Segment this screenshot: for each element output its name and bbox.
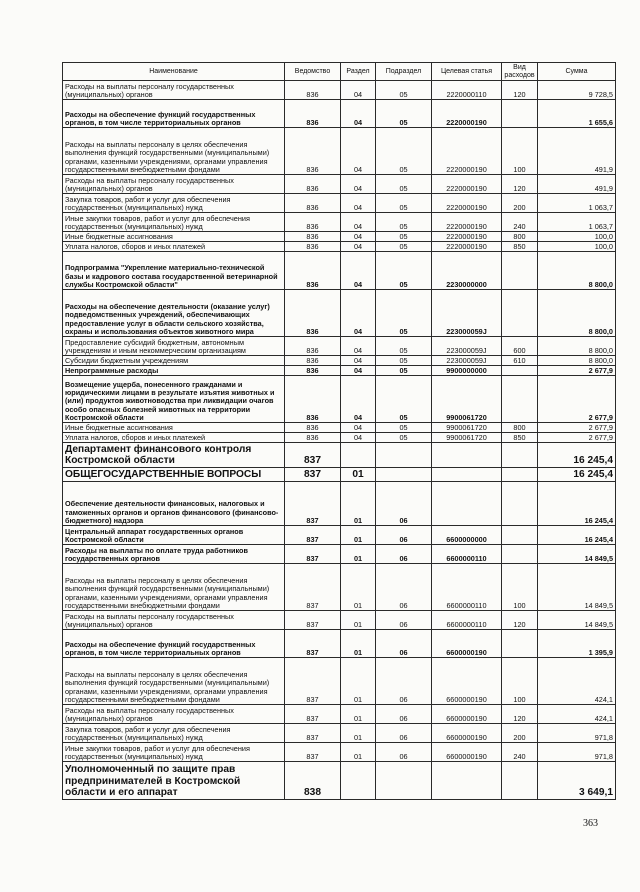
table-row [63, 290, 616, 337]
table-row [63, 611, 616, 630]
cell-vid: 240 [502, 743, 538, 762]
cell-statya: 223000059J [432, 290, 502, 337]
cell-name: Закупка товаров, работ и услуг для обеспечения государственных (муниципальных) нужд [63, 724, 285, 743]
cell-podrazdel: 06 [376, 724, 432, 743]
table-row [63, 658, 616, 705]
cell-statya: 2220000190 [432, 100, 502, 128]
cell-razdel: 04 [341, 290, 376, 337]
cell-name: Предоставление субсидий бюджетным, автономным учреждениям и иным некоммерческим организациям [63, 337, 285, 356]
cell-statya: 2220000190 [432, 128, 502, 175]
cell-vid: 100 [502, 564, 538, 611]
cell-vedomstvo: 836 [285, 242, 341, 252]
cell-vedomstvo: 836 [285, 128, 341, 175]
cell-vid: 120 [502, 705, 538, 724]
table-row [63, 526, 616, 545]
cell-vedomstvo: 837 [285, 611, 341, 630]
table-row [63, 468, 616, 482]
cell-statya: 6600000190 [432, 658, 502, 705]
cell-name: Возмещение ущерба, понесенного гражданами и юридическими лицами в результате изъятия животных и (или) продуктов животноводства при ликвидации очагов особо опасных болезней животных на территории Костромской области [63, 376, 285, 423]
table-row [63, 356, 616, 366]
cell-vid: 240 [502, 213, 538, 232]
cell-vedomstvo: 836 [285, 175, 341, 194]
cell-razdel: 04 [341, 423, 376, 433]
table-row [63, 545, 616, 564]
cell-razdel: 04 [341, 175, 376, 194]
table-header-row [63, 63, 616, 81]
cell-vedomstvo: 836 [285, 290, 341, 337]
cell-summa: 2 677,9 [538, 366, 616, 376]
cell-podrazdel: 05 [376, 337, 432, 356]
cell-name: Расходы на обеспечение функций государственных органов, в том числе территориальных органов [63, 100, 285, 128]
cell-statya: 6600000110 [432, 564, 502, 611]
cell-vedomstvo: 836 [285, 100, 341, 128]
table-row [63, 724, 616, 743]
cell-vid [502, 482, 538, 526]
cell-vid [502, 366, 538, 376]
cell-summa: 100,0 [538, 242, 616, 252]
table-row [63, 743, 616, 762]
cell-podrazdel: 05 [376, 252, 432, 290]
cell-statya: 6600000110 [432, 611, 502, 630]
cell-name: Расходы на выплаты персоналу государственных (муниципальных) органов [63, 81, 285, 100]
cell-razdel: 01 [341, 743, 376, 762]
cell-razdel: 01 [341, 705, 376, 724]
cell-vedomstvo: 837 [285, 658, 341, 705]
cell-vid: 120 [502, 81, 538, 100]
table-body [63, 81, 616, 800]
cell-summa: 100,0 [538, 232, 616, 242]
cell-vedomstvo: 837 [285, 468, 341, 482]
cell-vid [502, 468, 538, 482]
cell-podrazdel: 05 [376, 81, 432, 100]
cell-vid [502, 290, 538, 337]
cell-podrazdel: 05 [376, 175, 432, 194]
table-row [63, 175, 616, 194]
cell-name: Департамент финансового контроля Костромской области [63, 443, 285, 468]
cell-podrazdel: 06 [376, 482, 432, 526]
cell-podrazdel: 06 [376, 526, 432, 545]
cell-podrazdel: 06 [376, 630, 432, 658]
cell-vid: 800 [502, 232, 538, 242]
cell-podrazdel: 06 [376, 658, 432, 705]
cell-statya: 6600000190 [432, 724, 502, 743]
col-header-name: Наименование [63, 63, 285, 81]
cell-summa: 424,1 [538, 705, 616, 724]
cell-vid: 120 [502, 611, 538, 630]
cell-vedomstvo: 837 [285, 705, 341, 724]
col-header-razdel: Раздел [341, 63, 376, 81]
cell-name: Обеспечение деятельности финансовых, налоговых и таможенных органов и органов финансового (финансово-бюджетного) надзора [63, 482, 285, 526]
cell-podrazdel: 06 [376, 743, 432, 762]
cell-name: Иные бюджетные ассигнования [63, 232, 285, 242]
cell-statya: 2220000190 [432, 175, 502, 194]
cell-vid: 200 [502, 194, 538, 213]
cell-statya: 2220000190 [432, 242, 502, 252]
cell-podrazdel: 05 [376, 290, 432, 337]
cell-podrazdel: 05 [376, 356, 432, 366]
cell-name: Расходы на выплаты персоналу в целях обеспечения выполнения функций государственными (муниципальными) органами, казенными учреждениями, органами управления государственными внебюджетными фондами [63, 658, 285, 705]
table-row [63, 81, 616, 100]
cell-vid: 200 [502, 724, 538, 743]
cell-summa: 1 063,7 [538, 213, 616, 232]
cell-vedomstvo: 837 [285, 443, 341, 468]
cell-statya: 9900000000 [432, 366, 502, 376]
table-row [63, 366, 616, 376]
col-header-vid: Вид расходов [502, 63, 538, 81]
cell-razdel: 04 [341, 100, 376, 128]
cell-razdel: 04 [341, 213, 376, 232]
table-row [63, 443, 616, 468]
cell-podrazdel: 05 [376, 194, 432, 213]
cell-statya: 223000059J [432, 337, 502, 356]
cell-razdel: 04 [341, 128, 376, 175]
cell-vid: 100 [502, 128, 538, 175]
cell-podrazdel: 05 [376, 242, 432, 252]
cell-vedomstvo: 836 [285, 194, 341, 213]
cell-vid: 800 [502, 423, 538, 433]
cell-podrazdel [376, 468, 432, 482]
cell-summa: 14 849,5 [538, 545, 616, 564]
cell-vid [502, 443, 538, 468]
cell-vid [502, 526, 538, 545]
cell-vid [502, 100, 538, 128]
cell-name: Иные закупки товаров, работ и услуг для обеспечения государственных (муниципальных) нужд [63, 743, 285, 762]
cell-vid [502, 630, 538, 658]
cell-razdel: 01 [341, 526, 376, 545]
cell-statya: 6600000190 [432, 743, 502, 762]
cell-razdel: 01 [341, 630, 376, 658]
cell-name: Иные закупки товаров, работ и услуг для обеспечения государственных (муниципальных) нужд [63, 213, 285, 232]
cell-summa: 971,8 [538, 724, 616, 743]
cell-vedomstvo: 836 [285, 423, 341, 433]
cell-vedomstvo: 837 [285, 545, 341, 564]
cell-statya [432, 468, 502, 482]
cell-vid: 100 [502, 658, 538, 705]
cell-podrazdel: 05 [376, 213, 432, 232]
cell-vedomstvo: 836 [285, 81, 341, 100]
cell-razdel: 01 [341, 564, 376, 611]
cell-statya: 6600000110 [432, 545, 502, 564]
cell-statya: 2220000190 [432, 232, 502, 242]
cell-summa: 2 677,9 [538, 433, 616, 443]
cell-summa: 8 800,0 [538, 290, 616, 337]
cell-vid [502, 376, 538, 423]
cell-statya [432, 482, 502, 526]
cell-statya: 9900061720 [432, 423, 502, 433]
table-row [63, 252, 616, 290]
cell-razdel: 04 [341, 433, 376, 443]
table-row [63, 482, 616, 526]
cell-name: Закупка товаров, работ и услуг для обеспечения государственных (муниципальных) нужд [63, 194, 285, 213]
table-row [63, 705, 616, 724]
cell-summa: 16 245,4 [538, 468, 616, 482]
cell-name: Расходы на выплаты персоналу государственных (муниципальных) органов [63, 175, 285, 194]
cell-vid: 850 [502, 433, 538, 443]
cell-summa: 3 649,1 [538, 762, 616, 800]
cell-vedomstvo: 838 [285, 762, 341, 800]
table-row [63, 242, 616, 252]
cell-podrazdel [376, 443, 432, 468]
cell-summa: 8 800,0 [538, 252, 616, 290]
cell-vedomstvo: 836 [285, 337, 341, 356]
cell-statya: 2230000000 [432, 252, 502, 290]
cell-vid: 600 [502, 337, 538, 356]
cell-vid: 850 [502, 242, 538, 252]
budget-table [62, 62, 616, 800]
cell-vid [502, 252, 538, 290]
table-row [63, 433, 616, 443]
cell-razdel: 04 [341, 81, 376, 100]
cell-summa: 491,9 [538, 128, 616, 175]
cell-razdel [341, 762, 376, 800]
table-row [63, 194, 616, 213]
cell-summa: 14 849,5 [538, 611, 616, 630]
cell-vid: 610 [502, 356, 538, 366]
cell-vedomstvo: 836 [285, 213, 341, 232]
cell-podrazdel: 06 [376, 611, 432, 630]
cell-vedomstvo: 837 [285, 482, 341, 526]
cell-vedomstvo: 836 [285, 433, 341, 443]
col-header-vedomstvo: Ведомство [285, 63, 341, 81]
cell-razdel: 04 [341, 252, 376, 290]
cell-statya: 2220000190 [432, 213, 502, 232]
cell-summa: 1 395,9 [538, 630, 616, 658]
cell-podrazdel: 06 [376, 564, 432, 611]
col-header-podrazdel: Подраздел [376, 63, 432, 81]
table-row [63, 376, 616, 423]
cell-name: Расходы на выплаты персоналу государственных (муниципальных) органов [63, 611, 285, 630]
cell-razdel: 04 [341, 376, 376, 423]
cell-summa: 2 677,9 [538, 423, 616, 433]
cell-vedomstvo: 837 [285, 564, 341, 611]
table-row [63, 337, 616, 356]
cell-podrazdel: 05 [376, 128, 432, 175]
cell-podrazdel [376, 762, 432, 800]
cell-summa: 1 655,6 [538, 100, 616, 128]
cell-razdel: 01 [341, 545, 376, 564]
cell-statya [432, 762, 502, 800]
cell-vedomstvo: 836 [285, 252, 341, 290]
cell-statya: 2220000110 [432, 81, 502, 100]
cell-name: Расходы на обеспечение деятельности (оказание услуг) подведомственных учреждений, обеспечивающих предоставление услуг в области сельского хозяйства, охраны и использования объектов животного мира [63, 290, 285, 337]
cell-podrazdel: 05 [376, 423, 432, 433]
cell-razdel: 04 [341, 194, 376, 213]
cell-statya: 9900061720 [432, 376, 502, 423]
cell-vedomstvo: 837 [285, 526, 341, 545]
cell-summa: 16 245,4 [538, 482, 616, 526]
table-row [63, 762, 616, 800]
page-number: 363 [583, 818, 598, 829]
cell-statya: 223000059J [432, 356, 502, 366]
cell-vid [502, 545, 538, 564]
cell-podrazdel: 05 [376, 100, 432, 128]
cell-statya: 6600000190 [432, 630, 502, 658]
cell-name: Иные бюджетные ассигнования [63, 423, 285, 433]
cell-statya: 2220000190 [432, 194, 502, 213]
cell-podrazdel: 05 [376, 366, 432, 376]
cell-statya: 6600000000 [432, 526, 502, 545]
cell-name: Субсидии бюджетным учреждениям [63, 356, 285, 366]
cell-razdel: 01 [341, 468, 376, 482]
cell-statya [432, 443, 502, 468]
cell-summa: 9 728,5 [538, 81, 616, 100]
table-row [63, 630, 616, 658]
cell-name: Расходы на обеспечение функций государственных органов, в том числе территориальных органов [63, 630, 285, 658]
col-header-statya: Целевая статья [432, 63, 502, 81]
cell-podrazdel: 05 [376, 232, 432, 242]
cell-razdel: 04 [341, 337, 376, 356]
cell-vedomstvo: 836 [285, 356, 341, 366]
cell-name: Непрограммные расходы [63, 366, 285, 376]
cell-razdel: 01 [341, 482, 376, 526]
cell-name: Центральный аппарат государственных органов Костромской области [63, 526, 285, 545]
cell-name: Расходы на выплаты персоналу государственных (муниципальных) органов [63, 705, 285, 724]
cell-vedomstvo: 836 [285, 366, 341, 376]
cell-razdel: 04 [341, 366, 376, 376]
table-row [63, 423, 616, 433]
table-row [63, 213, 616, 232]
cell-summa: 8 800,0 [538, 337, 616, 356]
cell-vedomstvo: 837 [285, 630, 341, 658]
cell-name: ОБЩЕГОСУДАРСТВЕННЫЕ ВОПРОСЫ [63, 468, 285, 482]
table-row [63, 564, 616, 611]
cell-name: Расходы на выплаты по оплате труда работников государственных органов [63, 545, 285, 564]
cell-razdel: 01 [341, 658, 376, 705]
cell-summa: 16 245,4 [538, 526, 616, 545]
cell-vedomstvo: 837 [285, 743, 341, 762]
cell-podrazdel: 05 [376, 376, 432, 423]
table-row [63, 100, 616, 128]
cell-name: Расходы на выплаты персоналу в целях обеспечения выполнения функций государственными (муниципальными) органами, казенными учреждениями, органами управления государственными внебюджетными фондами [63, 564, 285, 611]
cell-summa: 971,8 [538, 743, 616, 762]
cell-vedomstvo: 836 [285, 232, 341, 242]
cell-razdel [341, 443, 376, 468]
cell-podrazdel: 06 [376, 545, 432, 564]
table-row [63, 232, 616, 242]
cell-summa: 424,1 [538, 658, 616, 705]
cell-podrazdel: 05 [376, 433, 432, 443]
cell-vedomstvo: 837 [285, 724, 341, 743]
cell-name: Подпрограмма "Укрепление материально-технической базы и кадрового состава государственной ветеринарной службы Костромской области" [63, 252, 285, 290]
cell-statya: 6600000190 [432, 705, 502, 724]
cell-name: Уплата налогов, сборов и иных платежей [63, 433, 285, 443]
table-row [63, 128, 616, 175]
cell-vedomstvo: 836 [285, 376, 341, 423]
cell-name: Расходы на выплаты персоналу в целях обеспечения выполнения функций государственными (муниципальными) органами, казенными учреждениями, органами управления государственными внебюджетными фондами [63, 128, 285, 175]
cell-statya: 9900061720 [432, 433, 502, 443]
cell-summa: 14 849,5 [538, 564, 616, 611]
cell-summa: 8 800,0 [538, 356, 616, 366]
cell-summa: 16 245,4 [538, 443, 616, 468]
cell-razdel: 01 [341, 611, 376, 630]
cell-vid [502, 762, 538, 800]
cell-razdel: 04 [341, 356, 376, 366]
cell-razdel: 04 [341, 232, 376, 242]
cell-vid: 120 [502, 175, 538, 194]
col-header-summa: Сумма [538, 63, 616, 81]
cell-razdel: 04 [341, 242, 376, 252]
cell-summa: 1 063,7 [538, 194, 616, 213]
cell-podrazdel: 06 [376, 705, 432, 724]
cell-summa: 491,9 [538, 175, 616, 194]
cell-name: Уплата налогов, сборов и иных платежей [63, 242, 285, 252]
cell-razdel: 01 [341, 724, 376, 743]
cell-summa: 2 677,9 [538, 376, 616, 423]
cell-name: Уполномоченный по защите прав предпринимателей в Костромской области и его аппарат [63, 762, 285, 800]
